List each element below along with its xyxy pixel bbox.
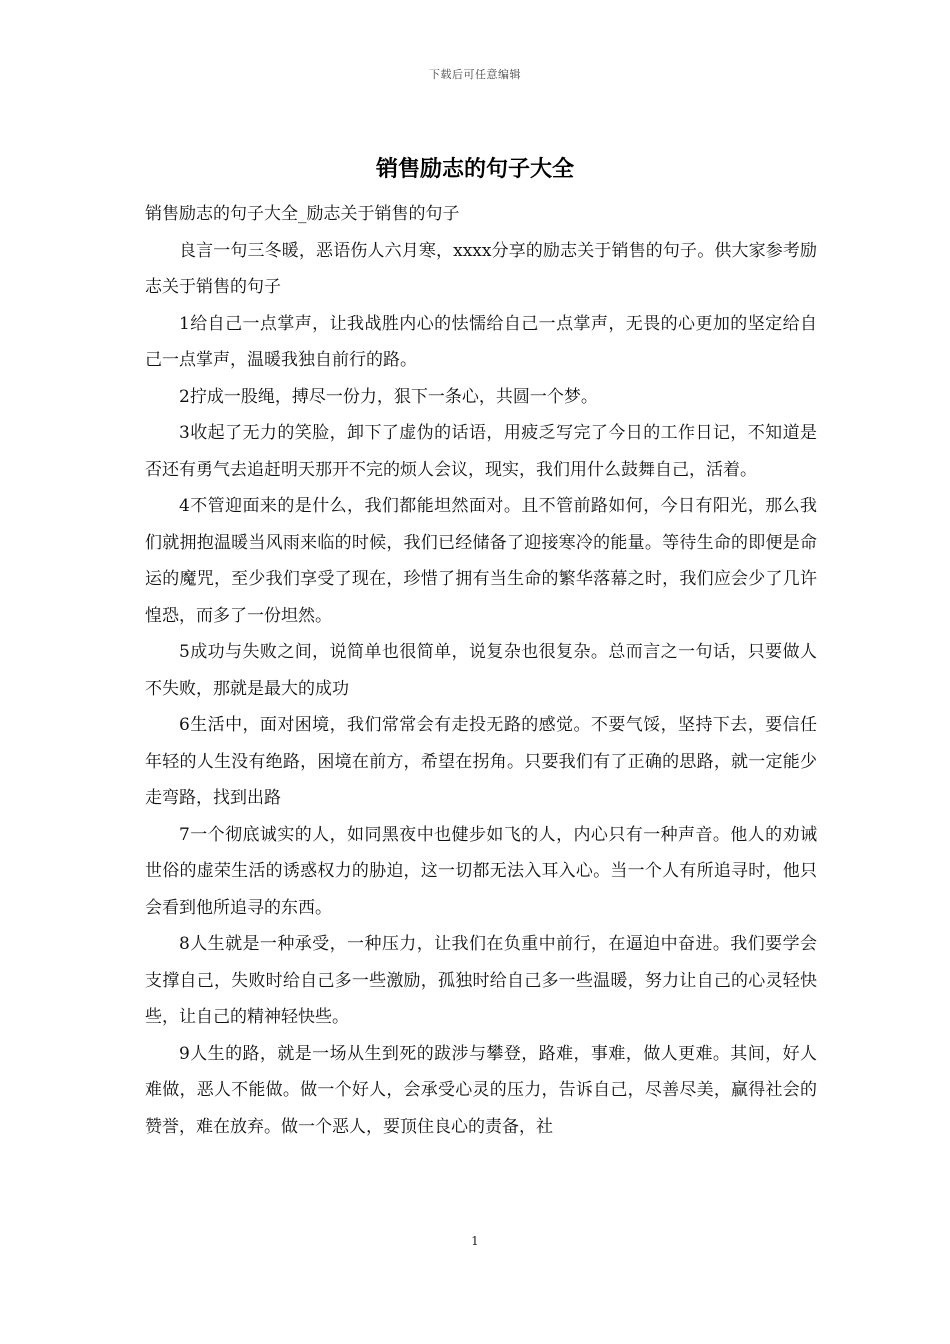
page-header-note: 下载后可任意编辑 <box>429 68 521 81</box>
intro-paragraph: 良言一句三冬暖，恶语伤人六月寒，xxxx分享的励志关于销售的句子。供大家参考励志关于销售的句子 <box>145 240 817 297</box>
quote-paragraph-4: 4不管迎面来的是什么，我们都能坦然面对。且不管前路如何，今日有阳光，那么我们就拥抱温暖当风雨来临的时候，我们已经储备了迎接寒冷的能量。等待生命的即便是命运的魔咒，至少我们享受了现在，珍惜了拥有当生命的繁华落幕之时，我们应会少了几许惶恐，而多了一份坦然。 <box>145 496 817 626</box>
page-number: 1 <box>471 1234 479 1248</box>
document-body <box>145 196 817 1145</box>
quote-paragraph-6: 6生活中，面对困境，我们常常会有走投无路的感觉。不要气馁，坚持下去，要信任年轻的人生没有绝路，困境在前方，希望在拐角。只要我们有了正确的思路，就一定能少走弯路，找到出路 <box>145 715 817 808</box>
quote-paragraph-3: 3收起了无力的笑脸，卸下了虚伪的话语，用疲乏写完了今日的工作日记，不知道是否还有勇气去追赶明天那开不完的烦人会议，现实，我们用什么鼓舞自己，活着。 <box>145 423 817 480</box>
document-title: 销售励志的句子大全 <box>375 157 574 182</box>
quote-paragraph-8: 8人生就是一种承受，一种压力，让我们在负重中前行，在逼迫中奋进。我们要学会支撑自己，失败时给自己多一些激励，孤独时给自己多一些温暖，努力让自己的心灵轻快些，让自己的精神轻快些。 <box>145 934 817 1027</box>
quote-paragraph-2: 2拧成一股绳，搏尽一份力，狠下一条心，共圆一个梦。 <box>179 386 598 407</box>
quote-paragraph-7: 7一个彻底诚实的人，如同黑夜中也健步如飞的人，内心只有一种声音。他人的劝诫世俗的虚荣生活的诱惑权力的胁迫，这一切都无法入耳入心。当一个人有所追寻时，他只会看到他所追寻的东西。 <box>145 824 817 918</box>
quote-paragraph-9: 9人生的路，就是一场从生到死的跋涉与攀登，路难，事难，做人更难。其间，好人难做，恶人不能做。做一个好人，会承受心灵的压力，告诉自己，尽善尽美，赢得社会的赞誉，难在放弃。做一个恶人，要顶住良心的责备，社 <box>145 1043 817 1137</box>
quote-paragraph-1: 1给自己一点掌声，让我战胜内心的怯懦给自己一点掌声，无畏的心更加的坚定给自己一点掌声，温暖我独自前行的路。 <box>145 313 817 370</box>
document-subtitle: 销售励志的句子大全_励志关于销售的句子 <box>145 204 460 224</box>
quote-paragraph-5: 5成功与失败之间，说简单也很简单，说复杂也很复杂。总而言之一句话，只要做人不失败，那就是最大的成功 <box>145 642 817 699</box>
